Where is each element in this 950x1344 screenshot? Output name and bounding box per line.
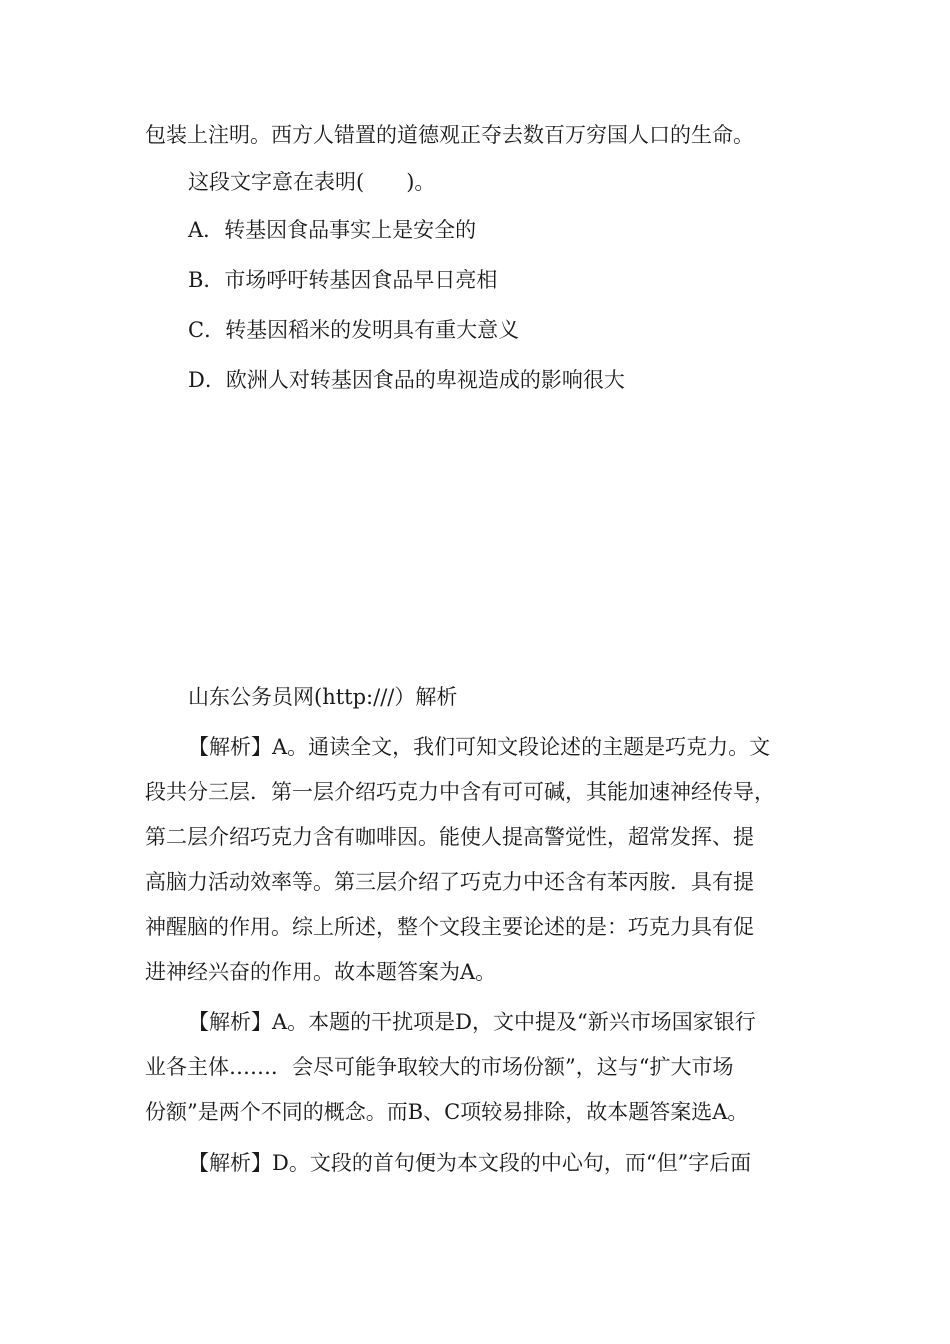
continuation-text: 包装上注明。西方人错置的道德观正夺去数百万穷国人口的生命。 [145, 123, 754, 147]
analysis-line: 段共分三层．第一层介绍巧克力中含有可可碱，其能加速神经传导， [145, 780, 775, 804]
analysis-line: 份额”是两个不同的概念。而B、C项较易排除，故本题答案选A。 [145, 1100, 749, 1124]
analysis-line: 业各主体……．会尽可能争取较大的市场份额”，这与“扩大市场 [145, 1055, 734, 1079]
analysis-line: 神醒脑的作用。综上所述，整个文段主要论述的是：巧克力具有促 [145, 915, 754, 939]
analysis-heading: 山东公务员网(http:///）解析 [188, 685, 458, 709]
analysis-line: 高脑力活动效率等。第三层介绍了巧克力中还含有苯丙胺．具有提 [145, 870, 754, 894]
option-d: D．欧洲人对转基因食品的卑视造成的影响很大 [188, 368, 625, 392]
analysis-line: 进神经兴奋的作用。故本题答案为A。 [145, 960, 497, 984]
analysis-line: 【解析】A。通读全文，我们可知文段论述的主题是巧克力。文 [188, 735, 771, 759]
analysis-line: 【解析】A。本题的干扰项是D，文中提及“新兴市场国家银行 [188, 1010, 756, 1034]
analysis-line: 【解析】D。文段的首句便为本文段的中心句，而“但”字后面 [188, 1151, 752, 1175]
question-text: 这段文字意在表明( )。 [188, 170, 436, 194]
option-a: A．转基因食品事实上是安全的 [188, 218, 477, 242]
option-b: B．市场呼吁转基因食品早日亮相 [188, 268, 498, 292]
analysis-line: 第二层介绍巧克力含有咖啡因。能使人提高警觉性，超常发挥、提 [145, 825, 754, 849]
option-c: C．转基因稻米的发明具有重大意义 [188, 318, 520, 342]
